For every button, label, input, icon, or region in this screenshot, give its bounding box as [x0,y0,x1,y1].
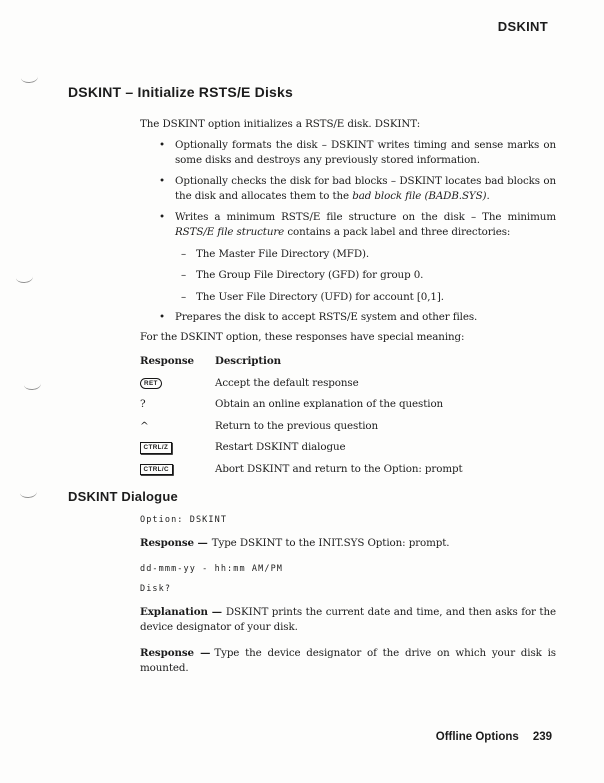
response-text: Type the device designator of the drive on which your disk is mounted. [140,646,556,674]
terminal-line-disk-prompt: Disk? [140,583,172,594]
list-item-text [175,138,556,169]
ctrl-c-keycap: CTRL/C [140,464,173,476]
sub-list-item [140,290,556,306]
italic-segment: RSTS/E file structure [175,226,285,238]
subsection-title: DSKINT Dialogue [68,489,178,504]
column-header-response: Response [140,355,195,367]
list-item [140,174,556,205]
response-paragraph [140,536,556,552]
dialogue-column [140,514,556,677]
ctrl-z-keycap: CTRL/Z [140,442,172,454]
table-row-desc: Return to the previous question [215,419,379,432]
dash-marker: – [181,247,187,260]
list-item [140,310,556,326]
table-row-key [140,376,215,392]
bullet-marker: • [159,311,165,323]
table-row-key [140,462,215,478]
section-title: DSKINT – Initialize RSTS/E Disks [68,84,294,100]
response-label: Response — [140,646,211,659]
text-segment: Prepares the disk to accept RSTS/E system and other files. [175,311,478,323]
sub-item-text: The Master File Directory (MFD). [196,247,370,260]
bullet-marker: • [159,210,165,223]
list-item-text [175,310,556,326]
feature-list [140,138,556,326]
return-keycap: RET [140,378,162,390]
explanation-label: Explanation — [140,605,222,618]
column-header-description: Description [215,355,282,367]
table-row-key: ^ [140,419,149,432]
table-row-key: ? [140,398,146,410]
margin-scan-mark [20,490,37,498]
response-paragraph [140,646,556,677]
text-segment: Optionally formats the disk – DSKINT writes timing and sense marks on some disks and destroys any previously stored information. [175,138,556,166]
margin-scan-mark [21,75,38,83]
response-text: Type DSKINT to the INIT.SYS Option: prompt. [211,537,450,549]
text-segment: Writes a minimum RSTS/E file structure on the disk – The minimum [175,210,556,223]
dash-marker: – [181,290,187,303]
text-segment: contains a pack label and three directories: [284,226,511,238]
table-row-desc: Obtain an online explanation of the question [215,398,444,410]
explanation-paragraph [140,605,556,636]
table-row-desc: Abort DSKINT and return to the Option: prompt [215,462,463,475]
explanation-text: DSKINT prints the current date and time, and then asks for the device designator of your disk. [140,605,556,633]
text-segment: Optionally checks the disk for bad blocks – DSKINT locates bad blocks on the disk and allocates them to the [175,174,556,202]
page-content [68,84,556,677]
margin-scan-mark [16,275,33,283]
list-item-text [175,174,556,205]
footer-section-title: Offline Options [435,731,519,743]
bullet-marker: • [159,138,165,151]
bullet-marker: • [159,174,165,187]
running-header: DSKINT [497,19,548,34]
page-footer [436,731,552,743]
terminal-line-datetime: dd-mmm-yy - hh:mm AM/PM [140,563,284,574]
sub-list-item [140,268,556,284]
text-segment: . [486,190,490,202]
page-number: 239 [532,731,552,743]
directory-sublist [140,247,556,306]
table-row-desc: Accept the default response [215,376,359,389]
list-item-text [175,210,556,241]
body-column [140,117,556,477]
responses-intro: For the DSKINT option, these responses have special meaning: [140,330,465,343]
margin-scan-mark [24,382,41,390]
sub-item-text: The User File Directory (UFD) for account [0,1]. [196,290,444,303]
response-label: Response — [140,537,208,549]
table-row-key [140,440,215,456]
italic-segment: bad block file (BADB.SYS) [352,190,487,202]
table-row-desc: Restart DSKINT dialogue [215,441,346,453]
dash-marker: – [181,269,187,281]
responses-table [140,354,556,477]
list-item [140,210,556,241]
sub-item-text: The Group File Directory (GFD) for group 0. [196,269,424,281]
list-item [140,138,556,169]
terminal-line-option: Option: DSKINT [140,515,228,525]
intro-paragraph: The DSKINT option initializes a RSTS/E disk. DSKINT: [140,118,421,130]
sub-list-item [140,247,556,263]
